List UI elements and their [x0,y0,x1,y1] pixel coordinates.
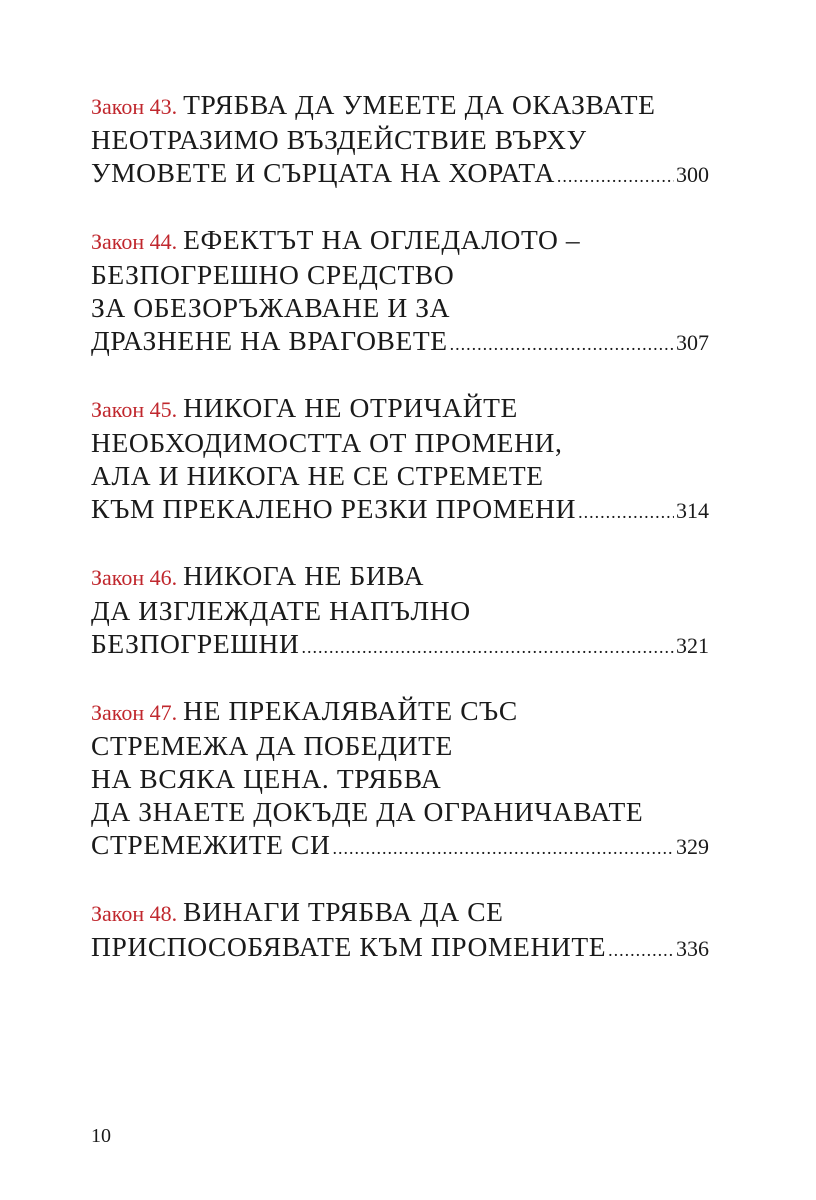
entry-title-text: КЪМ ПРЕКАЛЕНО РЕЗКИ ПРОМЕНИ [91,493,577,524]
entry-title-line [91,627,709,664]
dot-leader [301,631,674,664]
law-number-label: Закон 44. [91,229,178,254]
entry-title-line: ДА ИЗГЛЕЖДАТЕ НАПЪЛНО [91,595,471,626]
entry-title-line [91,895,709,930]
entry-title-line [91,930,709,967]
law-number-label: Закон 45. [91,397,178,422]
law-number-label: Закон 43. [91,94,178,119]
entry-title-line [91,694,709,729]
entry-title-line: ДА ЗНАЕТЕ ДОКЪДЕ ДА ОГРАНИЧАВАТЕ [91,796,644,827]
toc-entry-48[interactable] [91,895,709,967]
dot-leader [557,160,674,193]
dot-leader [332,832,674,865]
toc-entry-46[interactable] [91,559,709,664]
entry-title-line [91,324,709,361]
entry-title-line: АЛА И НИКОГА НЕ СЕ СТРЕМЕТЕ [91,460,544,491]
entry-title-text: ПРИСПОСОБЯВАТЕ КЪМ ПРОМЕНИТЕ [91,931,607,962]
table-of-contents [91,88,709,997]
dot-leader [450,328,674,361]
entry-title-text: УМОВЕТЕ И СЪРЦАТА НА ХОРАТА [91,157,555,188]
page-folio-number: 10 [91,1125,111,1147]
entry-title-line [91,492,709,529]
entry-title-text: НИКОГА НЕ БИВА [183,560,425,591]
law-number-label: Закон 47. [91,700,178,725]
entry-title-text: ВИНАГИ ТРЯБВА ДА СЕ [183,896,504,927]
page-number: 336 [676,936,709,961]
entry-title-line: ЗА ОБЕЗОРЪЖАВАНЕ И ЗА [91,292,451,323]
entry-title-line [91,391,709,426]
entry-title-text: НЕ ПРЕКАЛЯВАЙТЕ СЪС [183,695,518,726]
page-number: 321 [676,633,709,658]
dot-leader [608,934,674,967]
entry-title-text: БЕЗПОГРЕШНИ [91,628,300,659]
page-number: 300 [676,162,709,187]
entry-title-text: НИКОГА НЕ ОТРИЧАЙТЕ [183,392,518,423]
entry-title-line [91,828,709,865]
law-number-label: Закон 48. [91,901,178,926]
toc-entry-44[interactable] [91,223,709,361]
entry-title-text: ТРЯБВА ДА УМЕЕТЕ ДА ОКАЗВАТЕ [183,89,656,120]
entry-title-line: НЕОТРАЗИМО ВЪЗДЕЙСТВИЕ ВЪРХУ [91,124,587,155]
entry-title-line [91,559,709,594]
toc-entry-47[interactable] [91,694,709,865]
entry-title-line: СТРЕМЕЖА ДА ПОБЕДИТЕ [91,730,453,761]
entry-title-line: БЕЗПОГРЕШНО СРЕДСТВО [91,259,455,290]
page-number: 307 [676,330,709,355]
law-number-label: Закон 46. [91,565,178,590]
page-number: 314 [676,498,709,523]
entry-title-line [91,88,709,123]
entry-title-line: НЕОБХОДИМОСТТА ОТ ПРОМЕНИ, [91,427,563,458]
entry-title-text: СТРЕМЕЖИТЕ СИ [91,829,331,860]
entry-title-text: ЕФЕКТЪТ НА ОГЛЕДАЛОТО – [183,224,581,255]
toc-entry-45[interactable] [91,391,709,529]
dot-leader [578,496,674,529]
toc-entry-43[interactable] [91,88,709,193]
entry-title-text: ДРАЗНЕНЕ НА ВРАГОВЕТЕ [91,325,448,356]
page-number: 329 [676,834,709,859]
entry-title-line [91,156,709,193]
entry-title-line [91,223,709,258]
entry-title-line: НА ВСЯКА ЦЕНА. ТРЯБВА [91,763,442,794]
